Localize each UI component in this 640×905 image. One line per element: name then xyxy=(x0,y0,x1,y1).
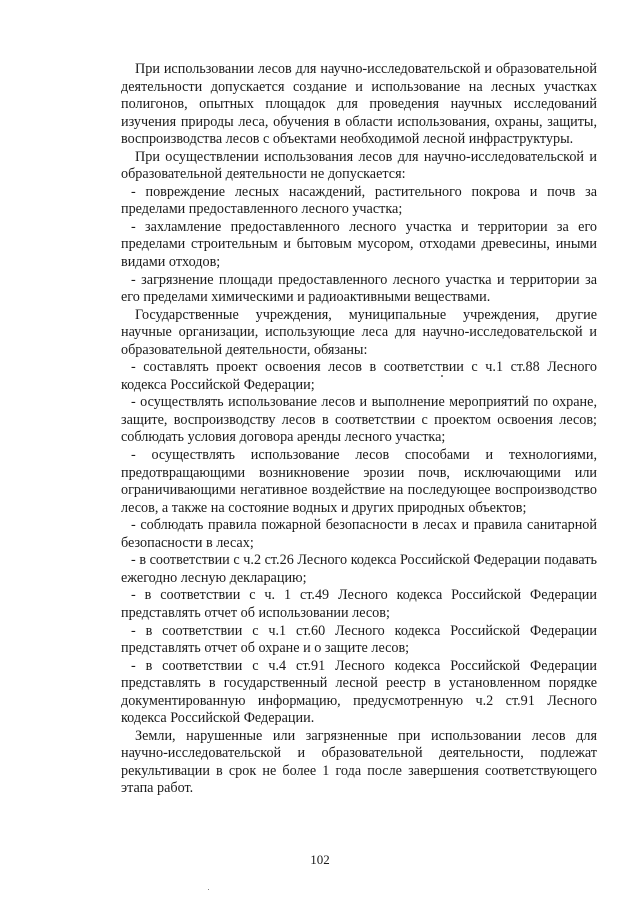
scan-speck xyxy=(208,889,209,890)
paragraph: При осуществлении использования лесов для научно-исследовательской и образовательной деятельности не допускается: xyxy=(121,148,597,183)
list-item: - осуществлять использование лесов и выполнение мероприятий по охране, защите, воспроизводству лесов в соответствии с проектом освоения лесов; соблюдать условия договора аренды лесного участка; xyxy=(121,394,597,446)
paragraph: Государственные учреждения, муниципальные учреждения, другие научные организации, использующие леса для научно-исследовательской и образовательной деятельности, обязаны: xyxy=(121,306,597,358)
list-item: - в соответствии с ч.1 ст.60 Лесного кодекса Российской Федерации представлять отчет об охране и о защите лесов; xyxy=(121,622,597,657)
list-item: - составлять проект освоения лесов в соответствии с ч.1 ст.88 Лесного кодекса Российской Федерации; xyxy=(121,359,597,393)
list-item: - соблюдать правила пожарной безопасности в лесах и правила санитарной безопасности в лесах; xyxy=(121,517,597,551)
list-item: - в соответствии с ч.2 ст.26 Лесного кодекса Российской Федерации подавать ежегодно лесную декларацию; xyxy=(121,552,597,586)
document-body xyxy=(121,61,597,798)
list-item: - захламление предоставленного лесного участка и территории за его пределами строительным и бытовым мусором, отходами древесины, иными видами отходов; xyxy=(121,218,597,271)
scan-speck xyxy=(441,375,443,377)
paragraph: При использовании лесов для научно-исследовательской и образовательной деятельности допускается создание и использование на лесных участках полигонов, опытных площадок для проведения научных исследований изучения природы леса, обучения в области использования, охраны, защиты, воспроизводства лесов с объектами необходимой лесной инфраструктуры. xyxy=(121,61,597,148)
list-item: - осуществлять использование лесов способами и технологиями, предотвращающими возникновение эрозии почв, исключающими или ограничивающими негативное воздействие на последующее воспроизводство лесов, а также на состояние водных и других природных объектов; xyxy=(121,447,597,516)
page-number: 102 xyxy=(310,852,330,867)
list-item: - повреждение лесных насаждений, растительного покрова и почв за пределами предоставленного лесного участка; xyxy=(121,183,597,218)
list-item: - загрязнение площади предоставленного лесного участка и территории за его пределами химическими и радиоактивными веществами. xyxy=(121,271,597,306)
paragraph: Земли, нарушенные или загрязненные при использовании лесов для научно-исследовательской и образовательной деятельности, подлежат рекультивации в срок не более 1 года после завершения соответствующего этапа работ. xyxy=(121,727,597,797)
list-item: - в соответствии с ч.4 ст.91 Лесного кодекса Российской Федерации представлять в государственный лесной реестр в установленном порядке документированную информацию, предусмотренную ч.2 ст.91 Лесного кодекса Российской Федерации. xyxy=(121,657,597,727)
list-item: - в соответствии с ч. 1 ст.49 Лесного кодекса Российской Федерации представлять отчет об использовании лесов; xyxy=(121,587,597,621)
